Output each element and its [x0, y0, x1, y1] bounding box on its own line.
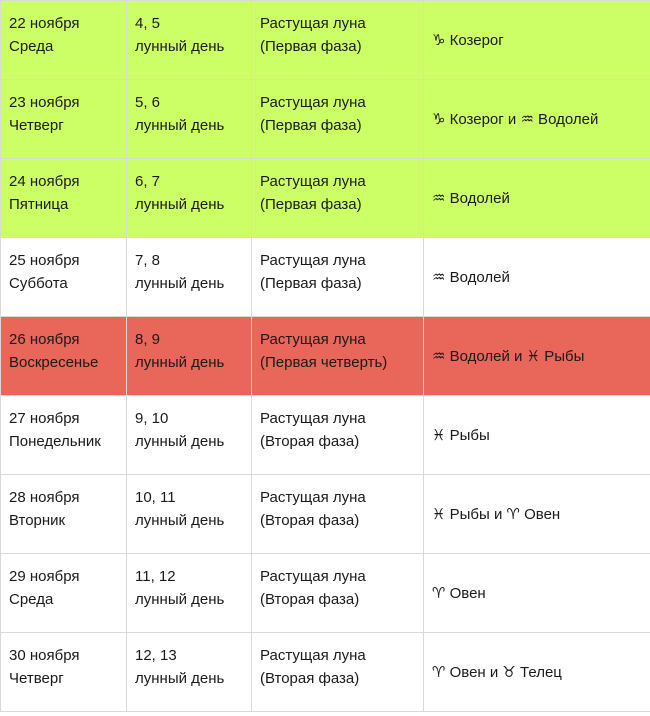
lunar-day-numbers: 10, 11	[135, 489, 176, 506]
lunar-day-numbers: 9, 10	[135, 410, 169, 427]
moon-phase-detail: (Первая фаза)	[260, 38, 362, 55]
moon-phase-cell	[252, 80, 424, 159]
moon-phase: Растущая луна	[260, 15, 366, 32]
lunar-day-numbers: 11, 12	[135, 568, 176, 585]
table-row	[1, 1, 650, 80]
moon-phase-detail: (Вторая фаза)	[260, 591, 360, 608]
zodiac-cell	[424, 1, 650, 80]
zodiac-cell	[424, 80, 650, 159]
moon-phase-detail: (Первая фаза)	[260, 196, 362, 213]
lunar-day-numbers: 6, 7	[135, 173, 161, 190]
weekday: Воскресенье	[9, 354, 99, 371]
zodiac-sign: ♑ Козерог и ♒ Водолей	[432, 110, 599, 128]
lunar-day-cell	[127, 238, 252, 317]
moon-phase-cell	[252, 554, 424, 633]
zodiac-sign: ♈ Овен	[432, 584, 486, 602]
weekday: Среда	[9, 591, 54, 608]
date: 29 ноября	[9, 568, 80, 585]
lunar-day-label: лунный день	[135, 433, 225, 450]
lunar-day-label: лунный день	[135, 275, 225, 292]
date: 24 ноября	[9, 173, 80, 190]
lunar-day-label: лунный день	[135, 196, 225, 213]
table-row	[1, 554, 650, 633]
lunar-day-cell	[127, 1, 252, 80]
lunar-day-cell	[127, 396, 252, 475]
date: 22 ноября	[9, 15, 80, 32]
table-row	[1, 633, 650, 712]
moon-phase-cell	[252, 1, 424, 80]
moon-phase-cell	[252, 238, 424, 317]
moon-phase: Растущая луна	[260, 489, 366, 506]
lunar-day-label: лунный день	[135, 591, 225, 608]
date: 28 ноября	[9, 489, 80, 506]
date-cell	[1, 554, 127, 633]
lunar-day-label: лунный день	[135, 354, 225, 371]
date-cell	[1, 317, 127, 396]
moon-phase-detail: (Первая фаза)	[260, 275, 362, 292]
table-row	[1, 159, 650, 238]
lunar-day-label: лунный день	[135, 512, 225, 529]
lunar-day-label: лунный день	[135, 117, 225, 134]
date: 27 ноября	[9, 410, 80, 427]
moon-phase-detail: (Первая фаза)	[260, 117, 362, 134]
table-row	[1, 80, 650, 159]
moon-phase: Растущая луна	[260, 94, 366, 111]
moon-phase-cell	[252, 159, 424, 238]
moon-phase: Растущая луна	[260, 568, 366, 585]
lunar-day-numbers: 8, 9	[135, 331, 161, 348]
zodiac-cell	[424, 475, 650, 554]
date-cell	[1, 633, 127, 712]
lunar-day-cell	[127, 554, 252, 633]
table-row	[1, 475, 650, 554]
weekday: Вторник	[9, 512, 66, 529]
moon-phase-cell	[252, 475, 424, 554]
moon-phase-detail: (Первая четверть)	[260, 354, 388, 371]
weekday: Пятница	[9, 196, 69, 213]
weekday: Четверг	[9, 117, 64, 134]
moon-phase: Растущая луна	[260, 647, 366, 664]
zodiac-cell	[424, 238, 650, 317]
moon-phase-detail: (Вторая фаза)	[260, 433, 360, 450]
date-cell	[1, 1, 127, 80]
date: 25 ноября	[9, 252, 80, 269]
calendar-body	[1, 1, 650, 712]
moon-phase: Растущая луна	[260, 252, 366, 269]
date-cell	[1, 475, 127, 554]
date-cell	[1, 159, 127, 238]
date: 23 ноября	[9, 94, 80, 111]
zodiac-sign: ♒ Водолей и ♓ Рыбы	[432, 347, 585, 365]
table-row	[1, 396, 650, 475]
table-row	[1, 317, 650, 396]
weekday: Среда	[9, 38, 54, 55]
zodiac-cell	[424, 396, 650, 475]
zodiac-cell	[424, 317, 650, 396]
weekday: Суббота	[9, 275, 68, 292]
zodiac-cell	[424, 554, 650, 633]
lunar-day-numbers: 7, 8	[135, 252, 161, 269]
lunar-day-cell	[127, 475, 252, 554]
weekday: Четверг	[9, 670, 64, 687]
zodiac-sign: ♓ Рыбы и ♈ Овен	[432, 505, 561, 523]
moon-phase-detail: (Вторая фаза)	[260, 512, 360, 529]
date: 26 ноября	[9, 331, 80, 348]
lunar-day-label: лунный день	[135, 670, 225, 687]
moon-phase-cell	[252, 317, 424, 396]
lunar-day-numbers: 4, 5	[135, 15, 161, 32]
date-cell	[1, 396, 127, 475]
zodiac-sign: ♒ Водолей	[432, 189, 510, 207]
lunar-day-cell	[127, 317, 252, 396]
lunar-day-numbers: 5, 6	[135, 94, 161, 111]
zodiac-sign: ♒ Водолей	[432, 268, 510, 286]
weekday: Понедельник	[9, 433, 101, 450]
moon-phase-cell	[252, 396, 424, 475]
date: 30 ноября	[9, 647, 80, 664]
lunar-day-label: лунный день	[135, 38, 225, 55]
lunar-day-cell	[127, 80, 252, 159]
lunar-day-cell	[127, 159, 252, 238]
lunar-day-cell	[127, 633, 252, 712]
zodiac-sign: ♈ Овен и ♉ Телец	[432, 663, 562, 681]
moon-phase-cell	[252, 633, 424, 712]
moon-phase: Растущая луна	[260, 173, 366, 190]
zodiac-cell	[424, 633, 650, 712]
moon-phase: Растущая луна	[260, 331, 366, 348]
zodiac-sign: ♑ Козерог	[432, 31, 504, 49]
date-cell	[1, 238, 127, 317]
date-cell	[1, 80, 127, 159]
moon-phase-detail: (Вторая фаза)	[260, 670, 360, 687]
zodiac-sign: ♓ Рыбы	[432, 426, 490, 444]
lunar-day-numbers: 12, 13	[135, 647, 177, 664]
moon-phase: Растущая луна	[260, 410, 366, 427]
zodiac-cell	[424, 159, 650, 238]
table-row	[1, 238, 650, 317]
